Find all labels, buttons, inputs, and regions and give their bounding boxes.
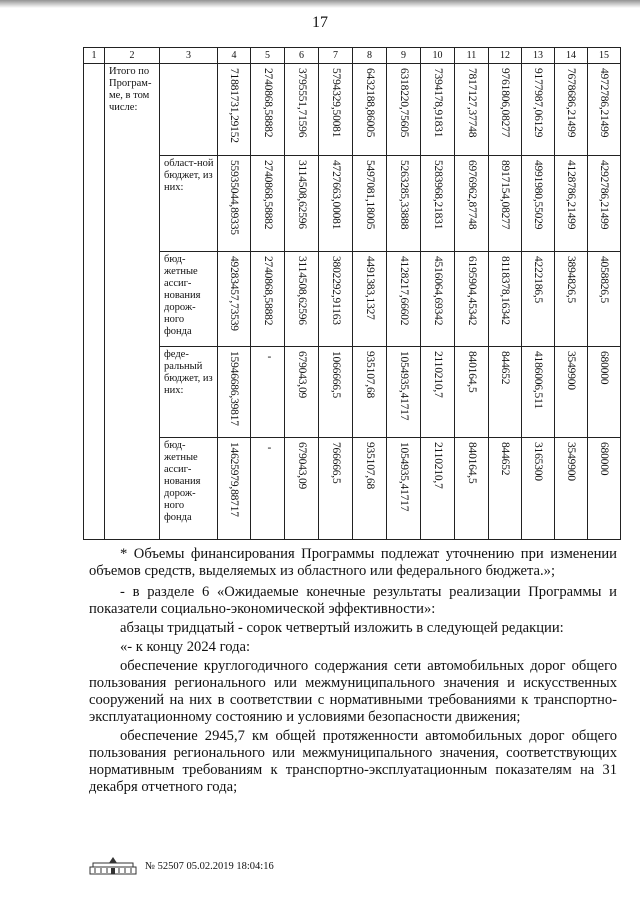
amount-cell bbox=[353, 64, 387, 156]
amount-value: 7678686,21499 bbox=[565, 68, 577, 138]
amount-value: 935107,68 bbox=[363, 442, 376, 490]
column-number: 6 bbox=[285, 48, 319, 64]
amount-value: 3894826,5 bbox=[565, 256, 577, 304]
amount-value: 15946686,39817 bbox=[228, 351, 240, 426]
column-number: 11 bbox=[455, 48, 489, 64]
amount-cell bbox=[218, 156, 251, 252]
amount-value: 5263285,33888 bbox=[397, 160, 410, 230]
amount-value: 3114508,62596 bbox=[295, 160, 308, 229]
amount-cell bbox=[555, 252, 588, 347]
amount-value: 935107,68 bbox=[363, 351, 376, 399]
amount-value: 3549900 bbox=[565, 442, 577, 481]
amount-cell bbox=[251, 64, 285, 156]
amount-cell bbox=[421, 64, 455, 156]
amount-cell bbox=[522, 252, 555, 347]
funding-source-label: бюд-жетные ассиг-нования дорож-ного фонда bbox=[160, 252, 218, 347]
amount-cell bbox=[387, 347, 421, 438]
amount-cell bbox=[421, 252, 455, 347]
amount-value: 49283457,73539 bbox=[228, 256, 240, 331]
row-number-cell bbox=[84, 64, 105, 540]
amendment-text bbox=[89, 584, 617, 796]
amount-value: 4222186,5 bbox=[532, 256, 544, 304]
amount-value: 679043,09 bbox=[295, 351, 308, 399]
column-number: 12 bbox=[489, 48, 522, 64]
funding-source-label: феде-ральный бюджет, из них: bbox=[160, 347, 218, 438]
amount-cell bbox=[455, 347, 489, 438]
amount-cell bbox=[489, 252, 522, 347]
amount-value: 766666,5 bbox=[329, 442, 342, 484]
column-number: 9 bbox=[387, 48, 421, 64]
amount-cell bbox=[522, 156, 555, 252]
amount-value: 4058826,5 bbox=[598, 256, 610, 304]
amount-cell bbox=[555, 438, 588, 540]
amount-cell bbox=[319, 347, 353, 438]
amount-value: 680000 bbox=[598, 442, 610, 476]
column-number: 8 bbox=[353, 48, 387, 64]
footnote bbox=[89, 546, 617, 580]
amount-value: 680000 bbox=[598, 351, 610, 385]
amount-cell bbox=[319, 156, 353, 252]
amount-cell bbox=[251, 438, 285, 540]
amount-cell bbox=[421, 156, 455, 252]
amount-cell bbox=[522, 64, 555, 156]
amount-value: 4516064,69342 bbox=[431, 256, 444, 326]
amount-value: 9177987,06129 bbox=[532, 68, 544, 138]
amount-value: 844652 bbox=[499, 442, 511, 476]
amount-value: 844652 bbox=[499, 351, 511, 385]
amount-value: 71881731,29152 bbox=[228, 68, 240, 143]
amount-value: 4727663,00081 bbox=[329, 160, 342, 230]
amount-cell bbox=[489, 64, 522, 156]
amount-value: 2740868,58882 bbox=[261, 68, 274, 138]
amount-cell bbox=[387, 438, 421, 540]
registration-stamp bbox=[89, 855, 274, 877]
financing-table bbox=[83, 47, 621, 540]
amount-cell bbox=[387, 156, 421, 252]
amount-cell bbox=[489, 156, 522, 252]
amount-cell bbox=[588, 438, 621, 540]
amount-cell bbox=[555, 64, 588, 156]
amount-value: 679043,09 bbox=[295, 442, 308, 490]
column-number: 3 bbox=[160, 48, 218, 64]
amount-value: 3795551,71596 bbox=[295, 68, 308, 138]
column-number: 15 bbox=[588, 48, 621, 64]
funding-source-label: област-ной бюджет, из них: bbox=[160, 156, 218, 252]
table-row bbox=[84, 64, 621, 156]
amount-value: 2110210,7 bbox=[431, 442, 444, 489]
amount-cell bbox=[555, 156, 588, 252]
amount-cell bbox=[421, 438, 455, 540]
table-row bbox=[84, 252, 621, 347]
amount-cell bbox=[218, 252, 251, 347]
amount-cell bbox=[285, 64, 319, 156]
amount-value: 9761806,08277 bbox=[499, 68, 511, 138]
amount-value: 6976962,87748 bbox=[465, 160, 478, 230]
page-number: 17 bbox=[312, 14, 328, 31]
footnote-text: * Объемы финансирования Программы подлежат уточнению при изменении объемов средств, выделяемых из областного или федерального бюджета.»; bbox=[89, 546, 617, 579]
amount-cell bbox=[251, 347, 285, 438]
amount-value: 4991980,55029 bbox=[532, 160, 544, 230]
amount-cell bbox=[285, 156, 319, 252]
funding-source-label: бюд-жетные ассиг-нования дорож-ного фонда bbox=[160, 438, 218, 540]
amount-cell bbox=[319, 438, 353, 540]
amount-cell bbox=[251, 252, 285, 347]
column-number: 2 bbox=[105, 48, 160, 64]
amount-value: 5794329,50081 bbox=[329, 68, 342, 138]
column-number: 10 bbox=[421, 48, 455, 64]
building-stamp-icon bbox=[89, 856, 137, 876]
amount-value: 3165300 bbox=[532, 442, 544, 481]
amount-value: 4972786,21499 bbox=[598, 68, 610, 138]
paragraph-abzacy: абзацы тридцатый - сорок четвертый изложить в следующей редакции: bbox=[120, 620, 564, 636]
amount-value: 1054935,41717 bbox=[397, 442, 410, 512]
amount-cell bbox=[251, 156, 285, 252]
amount-cell bbox=[353, 156, 387, 252]
amount-cell bbox=[218, 347, 251, 438]
amount-value: 7817127,37748 bbox=[465, 68, 478, 138]
table-row bbox=[84, 438, 621, 540]
dash-value: - bbox=[267, 442, 272, 454]
amount-cell bbox=[387, 64, 421, 156]
amount-value: 4491383,1327 bbox=[363, 256, 376, 320]
scan-edge-shadow bbox=[0, 0, 640, 8]
amount-cell bbox=[455, 252, 489, 347]
amount-cell bbox=[455, 156, 489, 252]
column-number: 4 bbox=[218, 48, 251, 64]
amount-cell bbox=[353, 252, 387, 347]
amount-value: 5283968,21831 bbox=[431, 160, 444, 230]
amount-cell bbox=[455, 64, 489, 156]
paragraph-length: обеспечение 2945,7 км общей протяженности автомобильных дорог общего пользования регионального или межмуниципального значения, соответствующих нормативным требованиям к транспортно-эксплуатационным показателям на 31 декабря отчетного года; bbox=[89, 728, 617, 795]
amount-cell bbox=[319, 64, 353, 156]
amount-value: 6195904,45342 bbox=[465, 256, 478, 326]
amount-value: 1054935,41717 bbox=[397, 351, 410, 421]
funding-source-label bbox=[160, 64, 218, 156]
amount-cell bbox=[588, 347, 621, 438]
amount-cell bbox=[218, 438, 251, 540]
amount-value: 840164,5 bbox=[465, 351, 478, 393]
amount-value: 8917154,08277 bbox=[499, 160, 511, 230]
amount-value: 5497081,18005 bbox=[363, 160, 376, 230]
amount-value: 840164,5 bbox=[465, 442, 478, 484]
amount-cell bbox=[285, 252, 319, 347]
amount-value: 3114508,62596 bbox=[295, 256, 308, 325]
column-number: 13 bbox=[522, 48, 555, 64]
column-number: 14 bbox=[555, 48, 588, 64]
amount-value: 6318220,75605 bbox=[397, 68, 410, 138]
amount-value: 2110210,7 bbox=[431, 351, 444, 398]
amount-cell bbox=[522, 438, 555, 540]
amount-value: 4292786,21499 bbox=[598, 160, 610, 230]
amount-value: 3802292,91163 bbox=[329, 256, 342, 325]
amount-cell bbox=[218, 64, 251, 156]
column-number: 1 bbox=[84, 48, 105, 64]
amount-cell bbox=[489, 347, 522, 438]
amount-value: 4186006,511 bbox=[532, 351, 544, 409]
amount-cell bbox=[353, 438, 387, 540]
amount-value: 55935044,89335 bbox=[228, 160, 240, 235]
amount-cell bbox=[319, 252, 353, 347]
amount-value: 14625979,88717 bbox=[228, 442, 240, 517]
amount-cell bbox=[387, 252, 421, 347]
amount-cell bbox=[285, 438, 319, 540]
amount-value: 7394178,91831 bbox=[431, 68, 444, 138]
column-number: 5 bbox=[251, 48, 285, 64]
paragraph-maintenance: обеспечение круглогодичного содержания сети автомобильных дорог общего пользования регионального или межмуниципального значения и искусственных сооружений на них в соответствии с нормативными требованиями к транспортно-эксплуатационному состоянию и условиями безопасности движения; bbox=[89, 658, 617, 725]
amount-cell bbox=[588, 252, 621, 347]
amount-cell bbox=[353, 347, 387, 438]
amount-value: 2740868,58882 bbox=[261, 256, 274, 326]
dash-value: - bbox=[267, 351, 272, 363]
amount-cell bbox=[588, 156, 621, 252]
amount-value: 3549900 bbox=[565, 351, 577, 390]
column-number: 7 bbox=[319, 48, 353, 64]
amount-cell bbox=[522, 347, 555, 438]
paragraph-2024: «- к концу 2024 года: bbox=[120, 639, 251, 655]
program-total-label: Итого по Програм-ме, в том числе: bbox=[105, 64, 160, 540]
table-row bbox=[84, 347, 621, 438]
stamp-number: № 52507 05.02.2019 18:04:16 bbox=[145, 860, 274, 872]
amount-value: 2740868,58882 bbox=[261, 160, 274, 230]
amount-cell bbox=[489, 438, 522, 540]
amount-cell bbox=[555, 347, 588, 438]
column-number-row bbox=[84, 48, 621, 64]
table-row bbox=[84, 156, 621, 252]
paragraph-section6: - в разделе 6 «Ожидаемые конечные результаты реализации Программы и показатели социально-экономической эффективности»: bbox=[89, 584, 617, 617]
amount-cell bbox=[455, 438, 489, 540]
amount-value: 8118378,16342 bbox=[499, 256, 511, 325]
amount-cell bbox=[588, 64, 621, 156]
amount-value: 4128786,21499 bbox=[565, 160, 577, 230]
amount-value: 6432188,86005 bbox=[363, 68, 376, 138]
amount-cell bbox=[421, 347, 455, 438]
amount-cell bbox=[285, 347, 319, 438]
amount-value: 1066666,5 bbox=[329, 351, 342, 399]
amount-value: 4128217,66602 bbox=[397, 256, 410, 326]
